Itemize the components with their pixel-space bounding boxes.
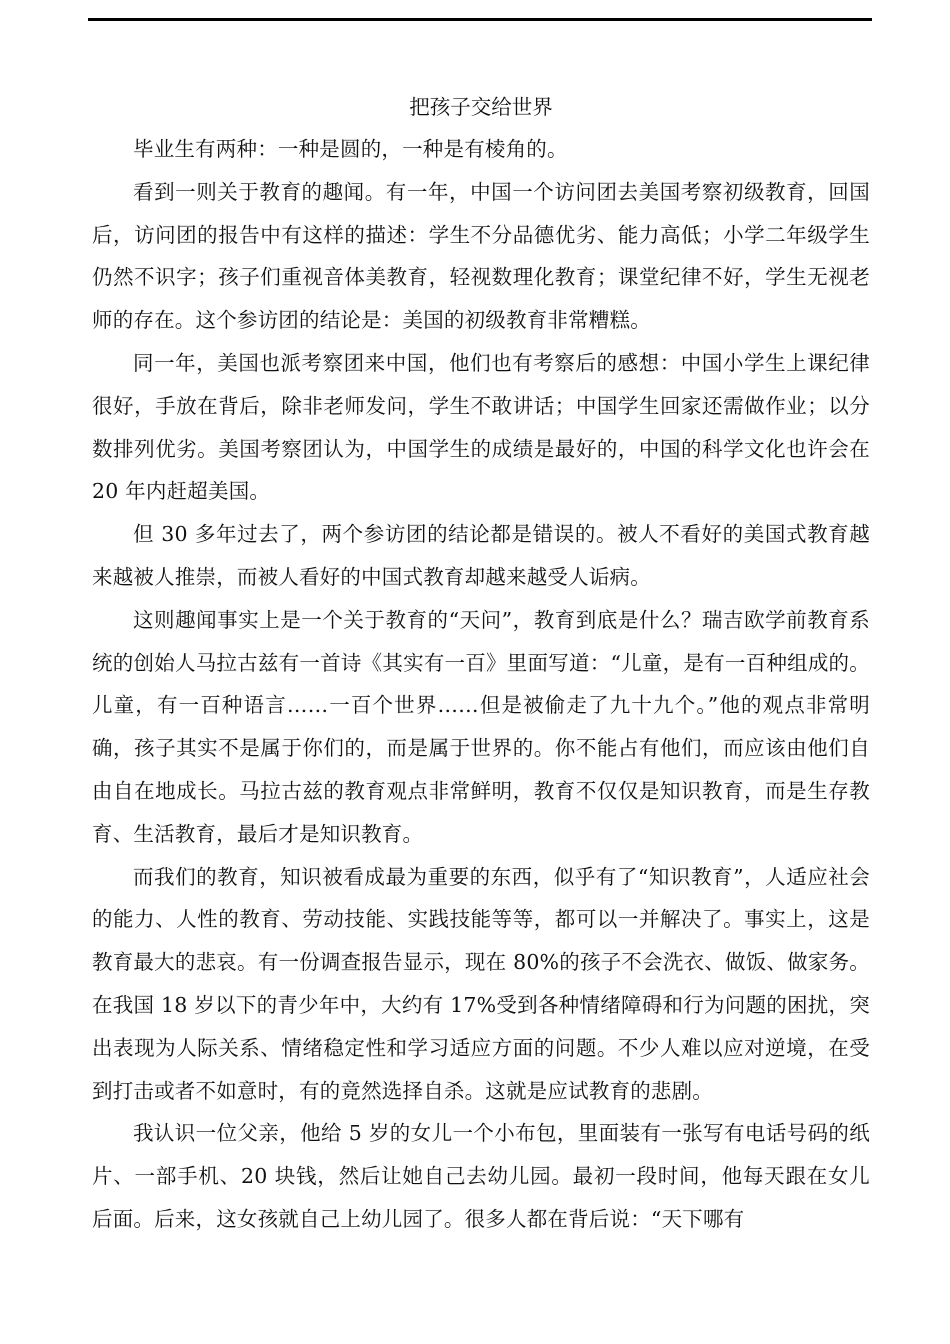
paragraph-7: 我认识一位父亲，他给 5 岁的女儿一个小布包，里面装有一张写有电话号码的纸片、一部手机、20 块钱，然后让她自己去幼儿园。最初一段时间，他每天跟在女儿后面。后来，这女孩就自己上幼儿园了。很多人都在背后说：“天下哪有 [92,1121,870,1231]
paragraph-6: 而我们的教育，知识被看成最为重要的东西，似乎有了“知识教育”，人适应社会的能力、人性的教育、劳动技能、实践技能等等，都可以一并解决了。事实上，这是教育最大的悲哀。有一份调查报告显示，现在 80%的孩子不会洗衣、做饭、做家务。在我国 18 岁以下的青少年中，大约有 17%受到各种情绪障碍和行为问题的困扰，突出表现为人际关系、情绪稳定性和学习适应方面的问题。不少人难以应对逆境，在受到打击或者不如意时，有的竟然选择自杀。这就是应试教育的悲剧。 [92,864,870,1103]
paragraph-3: 同一年，美国也派考察团来中国，他们也有考察后的感想：中国小学生上课纪律很好，手放在背后，除非老师发问，学生不敢讲话；中国学生回家还需做作业；以分数排列优劣。美国考察团认为，中国学生的成绩是最好的，中国的科学文化也许会在 20 年内赶超美国。 [92,350,870,504]
header-rule [88,18,872,21]
paragraph-4: 但 30 多年过去了，两个参访团的结论都是错误的。被人不看好的美国式教育越来越被人推崇，而被人看好的中国式教育却越来越受人诟病。 [92,522,870,589]
article-title: 把孩子交给世界 [409,95,553,119]
paragraph-2: 看到一则关于教育的趣闻。有一年，中国一个访问团去美国考察初级教育，回国后，访问团的报告中有这样的描述：学生不分品德优劣、能力高低；小学二年级学生仍然不识字；孩子们重视音体美教育，轻视数理化教育；课堂纪律不好，学生无视老师的存在。这个参访团的结论是：美国的初级教育非常糟糕。 [92,179,870,333]
paragraph-1: 毕业生有两种：一种是圆的，一种是有棱角的。 [133,137,568,161]
article-body [92,86,870,1241]
paragraph-5: 这则趣闻事实上是一个关于教育的“天问”，教育到底是什么？瑞吉欧学前教育系统的创始人马拉古兹有一首诗《其实有一百》里面写道：“儿童，是有一百种组成的。儿童，有一百种语言……一百个世界……但是被偷走了九十九个。”他的观点非常明确，孩子其实不是属于你们的，而是属于世界的。你不能占有他们，而应该由他们自由自在地成长。马拉古兹的教育观点非常鲜明，教育不仅仅是知识教育，而是生存教育、生活教育，最后才是知识教育。 [92,607,870,846]
